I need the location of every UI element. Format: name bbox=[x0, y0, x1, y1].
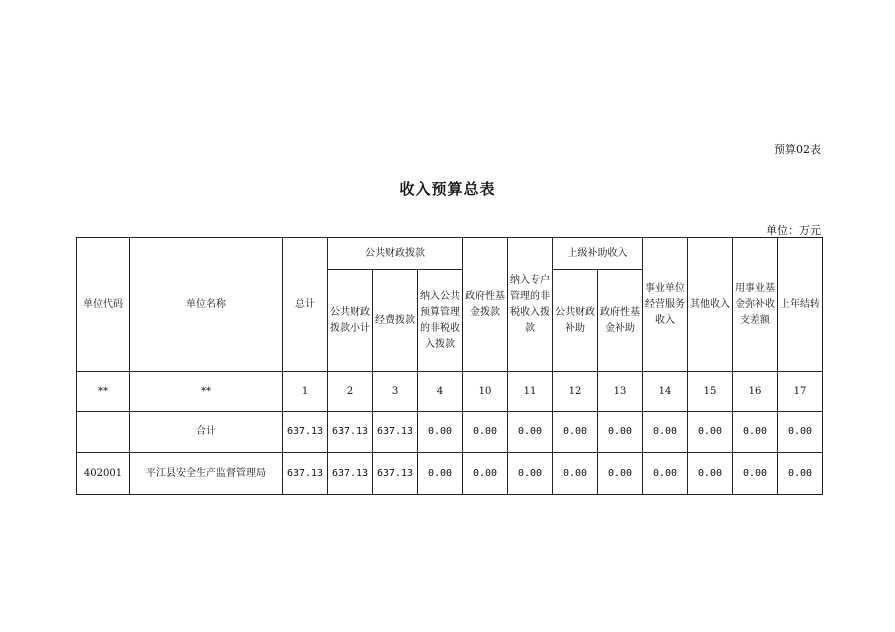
header-business-service: 事业单位经营服务收入 bbox=[643, 238, 688, 372]
index-cell: 15 bbox=[688, 372, 733, 412]
index-row bbox=[77, 372, 823, 412]
index-cell: 13 bbox=[598, 372, 643, 412]
value-cell: 0.00 bbox=[643, 412, 688, 453]
index-cell: 14 bbox=[643, 372, 688, 412]
value-cell: 0.00 bbox=[778, 453, 823, 495]
page-title: 收入预算总表 bbox=[399, 180, 496, 198]
index-cell: 10 bbox=[463, 372, 508, 412]
header-operating-funds: 经费拨款 bbox=[373, 270, 418, 372]
row-name: 平江县安全生产监督管理局 bbox=[130, 453, 283, 495]
header-superior-subsidy: 上级补助收入 bbox=[553, 238, 643, 270]
index-cell: ** bbox=[77, 372, 130, 412]
index-cell: 12 bbox=[553, 372, 598, 412]
header-public-finance: 公共财政拨款 bbox=[328, 238, 463, 270]
header-non-tax-in-budget: 纳入公共预算管理的非税收入拨款 bbox=[418, 270, 463, 372]
header-pf-subtotal: 公共财政拨款小计 bbox=[328, 270, 373, 372]
value-cell: 0.00 bbox=[463, 412, 508, 453]
header-unit-code: 单位代码 bbox=[77, 238, 130, 372]
header-other-income: 其他收入 bbox=[688, 238, 733, 372]
value-cell: 0.00 bbox=[418, 453, 463, 495]
unit-label: 单位：万元 bbox=[766, 224, 821, 237]
value-cell: 0.00 bbox=[598, 453, 643, 495]
index-cell: ** bbox=[130, 372, 283, 412]
index-cell: 3 bbox=[373, 372, 418, 412]
header-total: 总计 bbox=[283, 238, 328, 372]
header-special-non-tax: 纳入专户管理的非税收入拨款 bbox=[508, 238, 553, 372]
index-cell: 11 bbox=[508, 372, 553, 412]
index-cell: 16 bbox=[733, 372, 778, 412]
header-sup-gov-fund: 政府性基金补助 bbox=[598, 270, 643, 372]
header-business-fund-gap: 用事业基金弥补收支差额 bbox=[733, 238, 778, 372]
value-cell: 637.13 bbox=[373, 412, 418, 453]
value-cell: 0.00 bbox=[463, 453, 508, 495]
form-number: 预算02表 bbox=[774, 143, 821, 156]
header-sup-public-finance: 公共财政补助 bbox=[553, 270, 598, 372]
value-cell: 0.00 bbox=[508, 453, 553, 495]
value-cell: 0.00 bbox=[598, 412, 643, 453]
index-cell: 2 bbox=[328, 372, 373, 412]
table-row-unit bbox=[77, 453, 823, 495]
income-budget-table bbox=[76, 237, 823, 495]
index-cell: 1 bbox=[283, 372, 328, 412]
index-cell: 17 bbox=[778, 372, 823, 412]
value-cell: 637.13 bbox=[283, 453, 328, 495]
header-row-1 bbox=[77, 238, 823, 270]
header-gov-fund: 政府性基金拨款 bbox=[463, 238, 508, 372]
value-cell: 0.00 bbox=[508, 412, 553, 453]
header-carryover: 上年结转 bbox=[778, 238, 823, 372]
value-cell: 637.13 bbox=[373, 453, 418, 495]
value-cell: 0.00 bbox=[733, 453, 778, 495]
value-cell: 637.13 bbox=[328, 453, 373, 495]
value-cell: 0.00 bbox=[733, 412, 778, 453]
row-name: 合计 bbox=[130, 412, 283, 453]
value-cell: 0.00 bbox=[688, 412, 733, 453]
value-cell: 0.00 bbox=[778, 412, 823, 453]
header-unit-name: 单位名称 bbox=[130, 238, 283, 372]
index-cell: 4 bbox=[418, 372, 463, 412]
value-cell: 637.13 bbox=[283, 412, 328, 453]
row-code: 402001 bbox=[77, 453, 130, 495]
table-row-total bbox=[77, 412, 823, 453]
value-cell: 0.00 bbox=[553, 453, 598, 495]
value-cell: 0.00 bbox=[688, 453, 733, 495]
row-code bbox=[77, 412, 130, 453]
value-cell: 637.13 bbox=[328, 412, 373, 453]
value-cell: 0.00 bbox=[643, 453, 688, 495]
value-cell: 0.00 bbox=[553, 412, 598, 453]
value-cell: 0.00 bbox=[418, 412, 463, 453]
